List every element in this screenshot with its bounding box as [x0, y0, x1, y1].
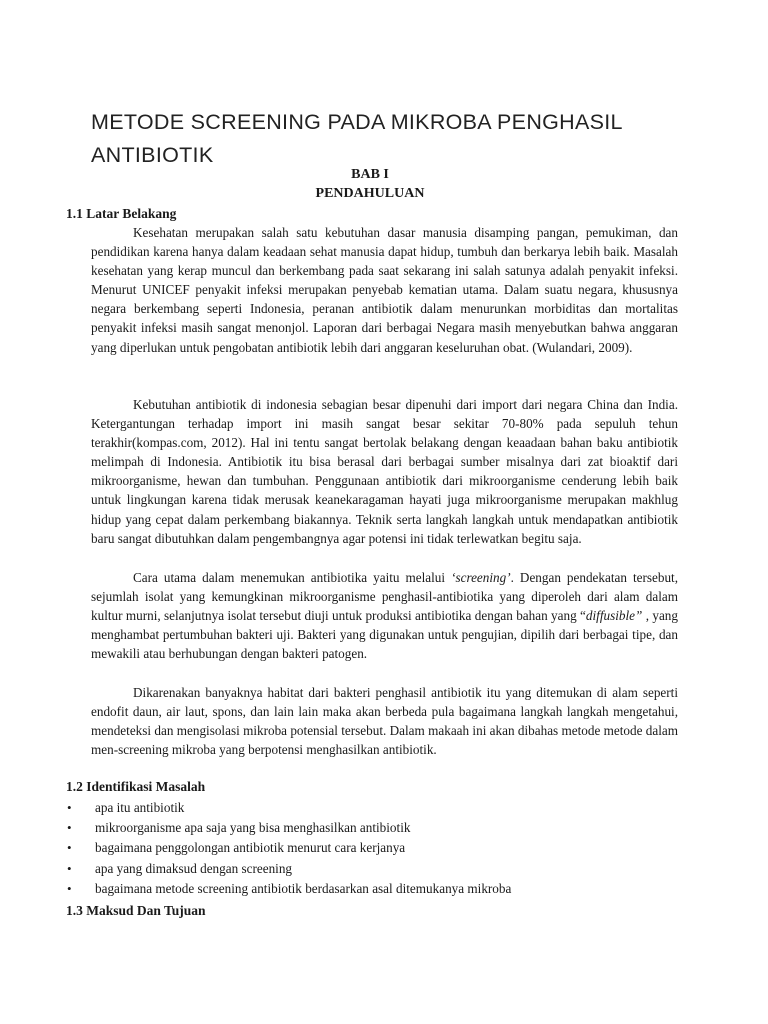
paragraph-4: [91, 683, 678, 759]
paragraph-3-emphasis-diffusible: diffusible”: [585, 608, 643, 624]
paragraph-1: [91, 223, 678, 357]
bullet-icon: •: [67, 820, 72, 836]
document-title: METODE SCREENING PADA MIKROBA PENGHASIL ANTIBIOTIK: [91, 110, 623, 167]
paragraph-2: [91, 395, 678, 548]
list-item-text: apa itu antibiotik: [95, 800, 185, 815]
chapter-title: PENDAHULUAN: [315, 186, 425, 201]
paragraph-3-emphasis-screening: ‘screening’: [451, 570, 511, 585]
list-item-text: bagaimana penggolongan antibiotik menurut cara kerjanya: [95, 840, 406, 856]
list-item: [66, 879, 686, 899]
paragraph-3-text-c: , yang menghambat pertumbuhan bakteri uji. Bakteri yang digunakan untuk pengujian, dipilih dari berbagai tipe, dan mewakili atau berhubungan dengan bakteri patogen.: [91, 608, 678, 662]
list-item-text: mikroorganisme apa saja yang bisa menghasilkan antibiotik: [95, 820, 411, 836]
list-item: [66, 859, 686, 879]
list-item: [66, 838, 686, 858]
section-heading-1-3: 1.3 Maksud Dan Tujuan: [66, 903, 206, 918]
bullet-icon: •: [67, 860, 72, 876]
paragraph-2-text: Kebutuhan antibiotik di indonesia sebagian besar dipenuhi dari import dari negara China dan India. Ketergantungan terhadap import ini masih sangat besar sekitar 70-80% pada sepuluh tehun terakhir(kompas.com, 2012). Hal ini tentu sangat bertolak belakang dengan keaadaan bahan baku antibiotik melimpah di Indonesia. Antibiotik itu bisa berasal dari berbagai sumber misalnya dari zat bioaktif dari mikroorganisme, hewan dan tumbuhan. Penggunaan antibiotik dari mikroorganisme cenderung lebih baik untuk lingkungan karena tidak merusak keanekaragaman hayati juga mikroorganisme merupakan makhlug hidup yang cepat dalam perkembang biakannya. Teknik serta langkah langkah untuk mendapatkan antibiotik baru sangat dibutuhkan dalam pengembangnya agar potensi ini tidak terlewatkan begitu saja.: [91, 397, 678, 546]
list-item-text: bagaimana metode screening antibiotik berdasarkan asal ditemukanya mikroba: [95, 880, 512, 896]
list-item: [66, 818, 686, 838]
chapter-number: BAB I: [351, 167, 389, 182]
bullet-icon: •: [67, 880, 72, 896]
section-heading-1-1: 1.1 Latar Belakang: [66, 206, 177, 221]
paragraph-3-text-a: Cara utama dalam menemukan antibiotika yaitu melalui: [133, 570, 452, 585]
paragraph-3: [91, 568, 678, 663]
problem-list: [66, 798, 686, 899]
paragraph-4-text: Dikarenakan banyaknya habitat dari bakteri penghasil antibiotik itu yang ditemukan di alam seperti endofit daun, air laut, spons, dan lain lain maka akan berbeda pula bagaimana langkah langkah mengetahui, mendeteksi dan mengisolasi mikroba potensial tersebut. Dalam makaah ini akan dibahas metode metode dalam men-screening mikroba yang berpotensi menghasilkan antibiotik.: [91, 685, 678, 758]
paragraph-1-text: Kesehatan merupakan salah satu kebutuhan dasar manusia disamping pangan, pemukiman, dan pendidikan karena hanya dalam keadaan sehat manusia dapat hidup, tumbuh dan berkarya lebih baik. Masalah kesehatan yang kerap muncul dan berkembang pada saat sekarang ini salah satunya adalah penyakit infeksi. Menurut UNICEF penyakit infeksi merupakan penyebab kematian utama. Dalam suatu negara, khususnya negara berkembang seperti Indonesia, peranan antibiotik dalam menurunkan morbiditas dan mortalitas penyakit infeksi masih sangat menonjol. Laporan dari berbagai Negara masih menyebutkan bahwa anggaran yang diperlukan untuk pengobatan antibiotik lebih dari anggaran keseluruhan obat. (Wulandari, 2009).: [91, 225, 678, 355]
paragraph-3-text-b: . Dengan pendekatan tersebut, sejumlah isolat yang kemungkinan mikroorganisme penghasil-antibiotika yang diperoleh dari alam dalam kultur murni, selanjutnya isolat tersebut diuji untuk produksi antibiotika dengan bahan yang “: [91, 570, 678, 624]
list-item-text: apa yang dimaksud dengan screening: [95, 860, 293, 876]
bullet-icon: •: [67, 800, 72, 815]
bullet-icon: •: [67, 840, 72, 856]
list-item: [66, 798, 686, 818]
section-heading-1-2: 1.2 Identifikasi Masalah: [66, 779, 206, 794]
